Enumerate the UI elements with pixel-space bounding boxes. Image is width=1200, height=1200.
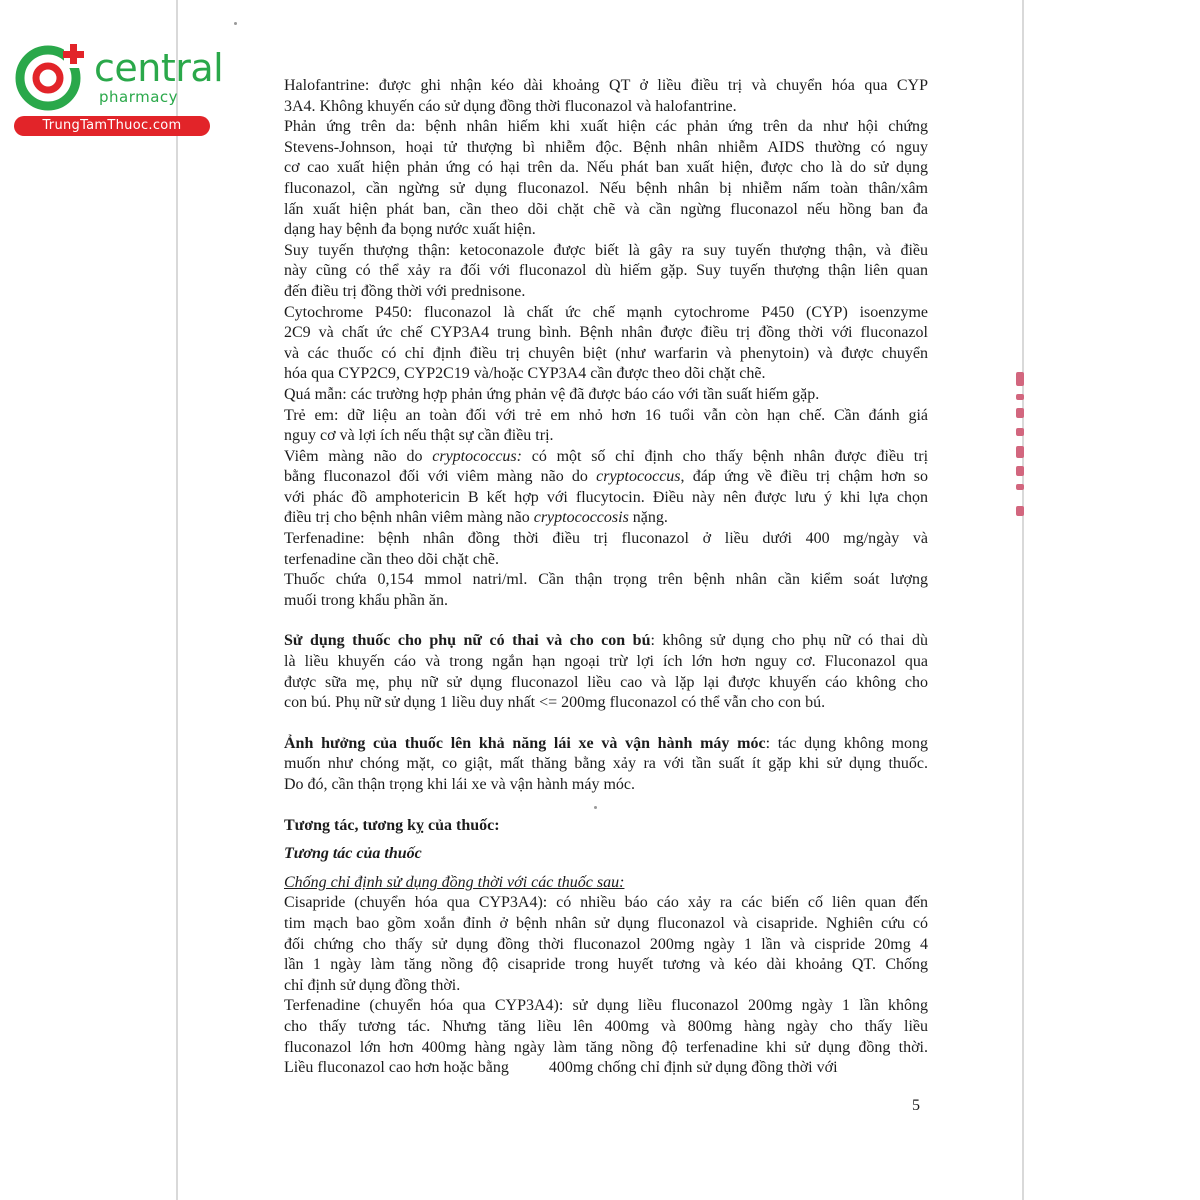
text-segment: Terfenadine: bệnh nhân đồng thời điều trị fluconazol ở liều dưới 400 mg/ngày và	[284, 530, 928, 548]
text-segment: chỉ định sử dụng đồng thời.	[284, 976, 461, 994]
text-line	[284, 200, 928, 221]
text-line	[284, 344, 928, 365]
text-segment: nguy cơ và lợi ích nếu thật sự cần điều trị.	[284, 427, 554, 445]
text-line	[284, 529, 928, 550]
paragraph	[284, 303, 928, 385]
text-line	[284, 508, 928, 529]
text-segment: muối trong khẩu phần ăn.	[284, 591, 448, 609]
text-segment: nặng.	[628, 509, 668, 527]
paragraph	[284, 570, 928, 611]
text-segment: fluconazol lớn hơn 400mg hàng ngày làm tăng nồng độ terfenadine khi sử dụng đồng thời.	[284, 1038, 928, 1056]
text-line	[284, 303, 928, 324]
text-line	[284, 591, 928, 612]
text-line	[284, 447, 928, 468]
text-line	[284, 631, 928, 652]
text-line	[284, 775, 928, 796]
paragraph	[284, 996, 928, 1078]
text-line	[284, 754, 928, 775]
text-line	[284, 261, 928, 282]
text-line	[284, 955, 928, 976]
text-line	[284, 282, 928, 303]
text-line	[284, 426, 928, 447]
text-line	[284, 996, 928, 1017]
text-line	[284, 1038, 928, 1059]
text-line	[284, 220, 928, 241]
text-segment: : tác dụng không mong	[765, 734, 928, 752]
margin-stamp-marks	[1012, 372, 1028, 522]
text-segment: Tương tác, tương kỵ của thuốc:	[284, 816, 500, 834]
text-line	[284, 570, 928, 591]
logo-website-banner: TrungTamThuoc.com	[14, 116, 210, 136]
heading-gap	[284, 865, 928, 873]
pharmacy-cross-icon	[12, 38, 88, 114]
text-segment: cơ cao xuất hiện phản ứng có hại trên da. Nếu phát ban xuất hiện, được cho là do sử dụng	[284, 159, 928, 177]
text-segment: bằng fluconazol đối với viêm màng não do	[284, 468, 597, 486]
paragraph	[284, 241, 928, 303]
scan-speck	[594, 806, 597, 809]
paragraph	[284, 873, 928, 894]
text-segment: có một số chỉ định cho thấy bệnh nhân được điều trị	[521, 447, 928, 465]
text-line	[284, 893, 928, 914]
text-line	[284, 488, 928, 509]
text-segment: cho thấy tương tác. Nhưng tăng liều lên 400mg và 800mg hàng ngày cho thấy liều	[284, 1017, 928, 1035]
text-line	[284, 138, 928, 159]
text-line	[284, 914, 928, 935]
text-segment: : không sử dụng cho phụ nữ có thai dù	[650, 632, 928, 650]
text-segment: Liều fluconazol cao hơn hoặc bằng 400mg chống chỉ định sử dụng đồng thời với	[284, 1059, 838, 1077]
page-number: 5	[912, 1097, 920, 1114]
text-segment: cryptococcosis	[533, 509, 629, 527]
text-line	[284, 97, 928, 118]
document-body	[284, 76, 928, 1079]
heading-gap	[284, 836, 928, 844]
logo-subtitle: pharmacy	[99, 88, 179, 106]
text-segment: với phác đồ amphotericin B kết hợp với flucytocin. Điều này nên được lưu ý khi lựa chọn	[284, 488, 928, 506]
text-segment: và các thuốc có chỉ định điều trị chuyên biệt (như warfarin và phenytoin) và được chuyển	[284, 344, 928, 362]
text-segment: Suy tuyến thượng thận: ketoconazole được biết là gây ra suy tuyến thượng thận, và điều	[284, 241, 928, 259]
paragraph	[284, 631, 928, 713]
text-line	[284, 816, 928, 837]
text-segment: Cytochrome P450: fluconazol là chất ức chế mạnh cytochrome P450 (CYP) isoenzyme	[284, 303, 928, 321]
text-segment: Sử dụng thuốc cho phụ nữ có thai và cho con bú	[284, 632, 651, 650]
scan-speck	[234, 22, 237, 25]
paragraph	[284, 529, 928, 570]
text-segment: Terfenadine (chuyển hóa qua CYP3A4): sử dụng liều fluconazol 200mg ngày 1 lần không	[284, 997, 928, 1015]
text-segment: điều trị cho bệnh nhân viêm màng não	[284, 509, 534, 527]
text-segment: Thuốc chứa 0,154 mmol natri/ml. Cần thận trọng trên bệnh nhân cần kiểm soát lượng	[284, 571, 928, 589]
paragraph	[284, 117, 928, 241]
text-segment: lấn xuất hiện phát ban, cần theo dõi chặt chẽ và cần ngừng fluconazol nếu hồng ban đa	[284, 200, 928, 218]
text-segment: cryptococcus	[596, 468, 681, 486]
text-segment: Chống chỉ định sử dụng đồng thời với các thuốc sau:	[284, 873, 625, 891]
paragraph	[284, 844, 928, 865]
text-line	[284, 673, 928, 694]
text-line	[284, 467, 928, 488]
text-line	[284, 76, 928, 97]
text-line	[284, 873, 928, 894]
text-segment: Tương tác của thuốc	[284, 845, 422, 863]
text-line	[284, 976, 928, 997]
text-segment: con bú. Phụ nữ sử dụng 1 liều duy nhất <= 200mg fluconazol có thể vẫn cho con bú.	[284, 694, 826, 712]
text-line	[284, 693, 928, 714]
text-segment: là liều khuyến cáo và trong ngắn hạn ngoại trừ lợi ích lớn hơn nguy cơ. Fluconazol qua	[284, 653, 928, 671]
text-segment: đến điều trị đồng thời với prednisone.	[284, 282, 526, 300]
text-segment: terfenadine cần theo dõi chặt chẽ.	[284, 550, 499, 568]
paragraph-gap	[284, 714, 928, 734]
text-segment: dạng hay bệnh đa bọng nước xuất hiện.	[284, 221, 536, 239]
text-line	[284, 179, 928, 200]
text-line	[284, 1058, 928, 1079]
text-segment: Halofantrine: được ghi nhận kéo dài khoảng QT ở liều điều trị và chuyển hóa qua CYP	[284, 77, 928, 94]
text-segment: Trẻ em: dữ liệu an toàn đối với trẻ em nhỏ hơn 16 tuổi vẫn còn hạn chế. Cần đánh giá	[284, 406, 928, 424]
text-segment: Stevens-Johnson, hoại tử thượng bì nhiễm độc. Bệnh nhân nhiễm AIDS thường có nguy	[284, 138, 928, 156]
paragraph	[284, 406, 928, 447]
paragraph	[284, 893, 928, 996]
text-segment: , đáp ứng về điều trị chậm hơn so	[680, 468, 928, 486]
paragraph	[284, 385, 928, 406]
paragraph-gap	[284, 796, 928, 816]
paragraph	[284, 734, 928, 796]
text-segment: Cisapride (chuyển hóa qua CYP3A4): có nhiều báo cáo xảy ra các biến cố liên quan đến	[284, 894, 928, 912]
scan-right-edge	[1022, 0, 1024, 1200]
text-segment: fluconazol, cần ngừng sử dụng fluconazol. Nếu bệnh nhân bị nhiễm nấm toàn thân/xâm	[284, 179, 928, 197]
text-line	[284, 935, 928, 956]
text-line	[284, 734, 928, 755]
scan-left-edge	[176, 0, 178, 1200]
text-segment: 3A4. Không khuyến cáo sử dụng đồng thời fluconazol và halofantrine.	[284, 97, 737, 115]
paragraph	[284, 76, 928, 117]
paragraph-gap	[284, 611, 928, 631]
text-line	[284, 117, 928, 138]
paragraph	[284, 447, 928, 529]
text-line	[284, 550, 928, 571]
text-segment: hóa qua CYP2C9, CYP2C19 và/hoặc CYP3A4 cần được theo dõi chặt chẽ.	[284, 365, 766, 383]
text-line	[284, 323, 928, 344]
text-line	[284, 158, 928, 179]
paragraph	[284, 816, 928, 837]
text-segment: đối chứng cho thấy sử dụng đồng thời fluconazol 200mg ngày 1 lần và cispride 20mg 4	[284, 935, 928, 953]
text-line	[284, 385, 928, 406]
text-segment: Do đó, cần thận trọng khi lái xe và vận hành máy móc.	[284, 776, 636, 793]
text-segment: được sữa mẹ, phụ nữ sử dụng fluconazol liều cao và lặp lại được khuyến cáo không cho	[284, 673, 928, 691]
text-line	[284, 844, 928, 865]
text-segment: Phản ứng trên da: bệnh nhân hiếm khi xuất hiện các phản ứng trên da như hội chứng	[284, 118, 928, 136]
text-segment: Viêm màng não do	[284, 447, 433, 465]
text-segment: cryptococcus:	[432, 447, 522, 465]
central-pharmacy-logo	[10, 36, 224, 136]
text-segment: muốn như chóng mặt, co giật, mất thăng bằng xảy ra với tần suất ít gặp khi sử dụng thuốc.	[284, 755, 928, 773]
text-line	[284, 241, 928, 262]
text-line	[284, 406, 928, 427]
text-segment: này cũng có thể xảy ra đối với fluconazol dù hiếm gặp. Suy tuyến thượng thận liên quan	[284, 262, 928, 280]
text-segment: lần 1 ngày làm tăng nồng độ cisapride trong huyết tương và kéo dài khoảng QT. Chống	[284, 956, 928, 974]
text-line	[284, 364, 928, 385]
logo-name: central	[94, 46, 224, 90]
text-segment: Quá mẫn: các trường hợp phản ứng phản vệ đã được báo cáo với tần suất hiếm gặp.	[284, 385, 820, 403]
text-segment: Ảnh hưởng của thuốc lên khả năng lái xe và vận hành máy móc	[284, 734, 766, 752]
text-segment: 2C9 và chất ức chế CYP3A4 trung bình. Bệnh nhân được điều trị đồng thời với fluconazol	[284, 324, 928, 342]
text-segment: tim mạch bao gồm xoắn đỉnh ở bệnh nhân sử dụng fluconazol và cisapride. Nghiên cứu có	[284, 914, 928, 932]
text-line	[284, 652, 928, 673]
text-line	[284, 1017, 928, 1038]
